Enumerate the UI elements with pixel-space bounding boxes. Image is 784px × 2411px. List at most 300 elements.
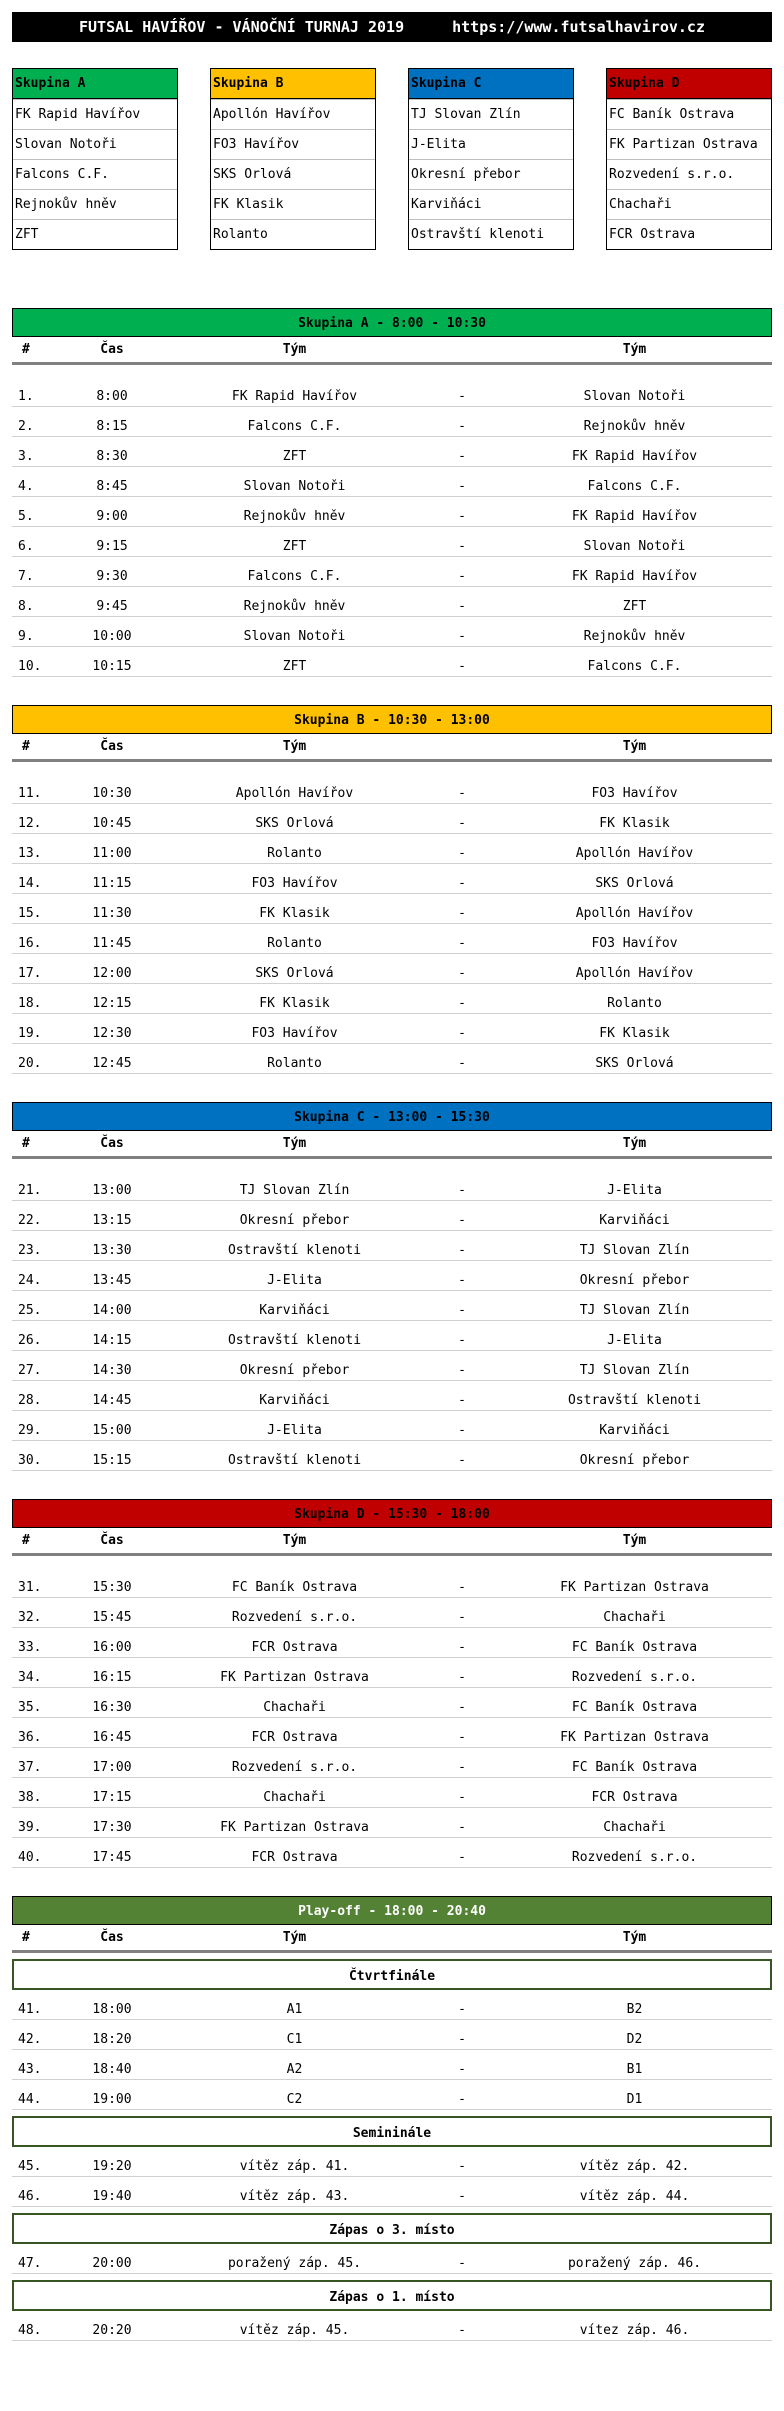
vs-separator: - [458,936,466,951]
vs-separator: - [458,996,466,1011]
match-row [12,864,772,894]
match-number: 43. [18,2062,42,2077]
match-number: 17. [18,966,42,981]
home-team: Rozvedení s.r.o. [231,1610,358,1625]
match-time: 17:45 [92,1850,132,1865]
home-team: vítěz záp. 43. [239,2189,350,2204]
match-time: 17:00 [92,1760,132,1775]
match-time: 9:15 [96,539,128,554]
groups-overview [12,68,772,250]
match-row [12,1231,772,1261]
match-time: 9:45 [96,599,128,614]
match-time: 13:15 [92,1213,132,1228]
vs-separator: - [458,389,466,404]
match-time: 11:30 [92,906,132,921]
playoff-section [12,1896,772,2341]
header-spacer [12,365,772,377]
away-team: FK Rapid Havířov [571,449,698,464]
group-schedule-section [12,308,772,677]
match-schedule [12,308,772,2341]
stage-title: Semininále [12,2116,772,2147]
home-team: poražený záp. 45. [227,2256,362,2271]
home-team: Ostravští klenoti [227,1453,362,1468]
match-time: 18:20 [92,2032,132,2047]
match-row [12,377,772,407]
match-time: 12:00 [92,966,132,981]
away-team: Apollón Havířov [575,966,694,981]
col-num-header: # [22,1136,30,1151]
group-card-title: Skupina B [211,69,375,99]
home-team: FCR Ostrava [251,1640,338,1655]
home-team: Karviňáci [259,1303,330,1318]
match-number: 15. [18,906,42,921]
group-card [210,68,376,250]
match-time: 13:45 [92,1273,132,1288]
header-spacer [12,1159,772,1171]
match-number: 4. [18,479,34,494]
vs-separator: - [458,1760,466,1775]
away-team: Rozvedení s.r.o. [571,1850,698,1865]
match-row [12,1014,772,1044]
home-team: Rejnokův hněv [243,599,346,614]
match-number: 13. [18,846,42,861]
match-row [12,1351,772,1381]
away-team: Falcons C.F. [587,479,682,494]
match-row [12,804,772,834]
match-number: 5. [18,509,34,524]
group-card-title: Skupina D [607,69,771,99]
home-team: Rolanto [267,1056,322,1071]
match-time: 15:15 [92,1453,132,1468]
match-number: 44. [18,2092,42,2107]
match-number: 46. [18,2189,42,2204]
home-team: ZFT [282,449,307,464]
match-time: 17:15 [92,1790,132,1805]
vs-separator: - [458,1730,466,1745]
match-row [12,954,772,984]
match-row [12,1201,772,1231]
col-team2-header: Tým [622,1136,647,1151]
group-team: ZFT [13,219,177,249]
match-time: 11:45 [92,936,132,951]
match-time: 14:30 [92,1363,132,1378]
col-num-header: # [22,1930,30,1945]
match-time: 10:15 [92,659,132,674]
match-row [12,1441,772,1471]
vs-separator: - [458,1790,466,1805]
col-team2-header: Tým [622,342,647,357]
away-team: FC Baník Ostrava [571,1760,698,1775]
match-time: 15:00 [92,1423,132,1438]
match-number: 23. [18,1243,42,1258]
home-team: Okresní přebor [239,1213,350,1228]
away-team: D2 [626,2032,643,2047]
group-schedule-section [12,1499,772,1868]
section-title: Skupina D - 15:30 - 18:00 [12,1499,772,1528]
vs-separator: - [458,2256,466,2271]
home-team: Falcons C.F. [247,569,342,584]
group-team: FC Baník Ostrava [607,99,771,129]
away-team: D1 [626,2092,643,2107]
match-row [12,1171,772,1201]
home-team: A1 [286,2002,303,2017]
match-number: 38. [18,1790,42,1805]
stage-title: Čtvrtfinále [12,1959,772,1990]
away-team: FO3 Havířov [591,936,678,951]
match-time: 20:00 [92,2256,132,2271]
home-team: C2 [286,2092,303,2107]
match-number: 9. [18,629,34,644]
match-time: 15:45 [92,1610,132,1625]
vs-separator: - [458,479,466,494]
home-team: FO3 Havířov [251,876,338,891]
away-team: ZFT [622,599,647,614]
home-team: FO3 Havířov [251,1026,338,1041]
home-team: FK Partizan Ostrava [220,1670,369,1685]
home-team: SKS Orlová [255,966,334,981]
match-number: 34. [18,1670,42,1685]
group-team: J-Elita [409,129,573,159]
match-row [12,587,772,617]
home-team: C1 [286,2032,303,2047]
vs-separator: - [458,876,466,891]
match-row [12,1838,772,1868]
match-row [12,557,772,587]
match-row [12,984,772,1014]
match-row [12,1291,772,1321]
away-team: Rejnokův hněv [583,629,686,644]
match-time: 16:45 [92,1730,132,1745]
match-number: 36. [18,1730,42,1745]
match-time: 13:30 [92,1243,132,1258]
group-team: Karviňáci [409,189,573,219]
match-number: 37. [18,1760,42,1775]
col-time-header: Čas [100,739,124,754]
match-number: 31. [18,1580,42,1595]
home-team: Rozvedení s.r.o. [231,1760,358,1775]
match-number: 6. [18,539,34,554]
header-spacer [12,762,772,774]
col-time-header: Čas [100,1930,124,1945]
match-number: 47. [18,2256,42,2271]
match-time: 10:30 [92,786,132,801]
match-row [12,617,772,647]
match-time: 8:45 [96,479,128,494]
match-number: 27. [18,1363,42,1378]
group-team: TJ Slovan Zlín [409,99,573,129]
vs-separator: - [458,599,466,614]
group-team: Apollón Havířov [211,99,375,129]
match-row [12,1044,772,1074]
vs-separator: - [458,539,466,554]
vs-separator: - [458,2092,466,2107]
vs-separator: - [458,2002,466,2017]
match-number: 42. [18,2032,42,2047]
away-team: vítěz záp. 42. [579,2159,690,2174]
vs-separator: - [458,449,466,464]
home-team: Chachaři [263,1790,326,1805]
match-time: 14:45 [92,1393,132,1408]
col-team2-header: Tým [622,1930,647,1945]
vs-separator: - [458,2032,466,2047]
vs-separator: - [458,846,466,861]
match-row [12,894,772,924]
home-team: ZFT [282,659,307,674]
match-row [12,527,772,557]
group-card [606,68,772,250]
column-header-row [12,1528,772,1556]
vs-separator: - [458,906,466,921]
match-row [12,437,772,467]
match-number: 20. [18,1056,42,1071]
vs-separator: - [458,1026,466,1041]
away-team: FO3 Havířov [591,786,678,801]
away-team: FK Rapid Havířov [571,569,698,584]
away-team: FC Baník Ostrava [571,1640,698,1655]
home-team: FK Klasik [259,906,330,921]
title-bar [12,12,772,42]
home-team: ZFT [282,539,307,554]
vs-separator: - [458,1363,466,1378]
vs-separator: - [458,2062,466,2077]
away-team: J-Elita [607,1333,662,1348]
vs-separator: - [458,1670,466,1685]
away-team: FK Partizan Ostrava [560,1730,709,1745]
away-team: FK Klasik [599,1026,670,1041]
vs-separator: - [458,1243,466,1258]
match-row [12,1261,772,1291]
vs-separator: - [458,1273,466,1288]
away-team: Rozvedení s.r.o. [571,1670,698,1685]
vs-separator: - [458,1850,466,1865]
match-row [12,1598,772,1628]
away-team: Slovan Notoři [583,539,686,554]
home-team: Ostravští klenoti [227,1333,362,1348]
column-header-row [12,337,772,365]
match-time: 19:20 [92,2159,132,2174]
home-team: TJ Slovan Zlín [239,1183,350,1198]
group-team: FO3 Havířov [211,129,375,159]
away-team: Apollón Havířov [575,846,694,861]
away-team: FK Rapid Havířov [571,509,698,524]
col-team2-header: Tým [622,739,647,754]
vs-separator: - [458,509,466,524]
section-title: Skupina A - 8:00 - 10:30 [12,308,772,337]
group-team: Slovan Notoři [13,129,177,159]
group-team: SKS Orlová [211,159,375,189]
page-title: FUTSAL HAVÍŘOV - VÁNOČNÍ TURNAJ 2019 [79,18,405,36]
group-team: FCR Ostrava [607,219,771,249]
home-team: Slovan Notoři [243,629,346,644]
away-team: TJ Slovan Zlín [579,1243,690,1258]
home-team: FC Baník Ostrava [231,1580,358,1595]
website-url[interactable]: https://www.futsalhavirov.cz [452,18,705,36]
away-team: Falcons C.F. [587,659,682,674]
vs-separator: - [458,1393,466,1408]
col-team1-header: Tým [282,1930,307,1945]
match-row [12,497,772,527]
group-team: Chachaři [607,189,771,219]
vs-separator: - [458,1453,466,1468]
match-number: 39. [18,1820,42,1835]
match-time: 17:30 [92,1820,132,1835]
home-team: FCR Ostrava [251,1730,338,1745]
match-row [12,834,772,864]
home-team: Rolanto [267,936,322,951]
group-team: FK Rapid Havířov [13,99,177,129]
group-card-title: Skupina C [409,69,573,99]
away-team: poražený záp. 46. [567,2256,702,2271]
home-team: FK Rapid Havířov [231,389,358,404]
match-number: 48. [18,2323,42,2338]
group-card [12,68,178,250]
match-time: 13:00 [92,1183,132,1198]
column-header-row [12,1131,772,1159]
vs-separator: - [458,1333,466,1348]
match-number: 7. [18,569,34,584]
away-team: Apollón Havířov [575,906,694,921]
home-team: J-Elita [267,1423,322,1438]
match-number: 16. [18,936,42,951]
group-team: Ostravští klenoti [409,219,573,249]
vs-separator: - [458,1213,466,1228]
vs-separator: - [458,419,466,434]
home-team: Rolanto [267,846,322,861]
home-team: Slovan Notoři [243,479,346,494]
home-team: Rejnokův hněv [243,509,346,524]
group-team: Rolanto [211,219,375,249]
away-team: SKS Orlová [595,1056,674,1071]
vs-separator: - [458,786,466,801]
home-team: A2 [286,2062,303,2077]
match-row [12,2311,772,2341]
home-team: Karviňáci [259,1393,330,1408]
match-time: 19:00 [92,2092,132,2107]
match-time: 18:40 [92,2062,132,2077]
match-row [12,467,772,497]
away-team: vítez záp. 46. [579,2323,690,2338]
group-card [408,68,574,250]
match-row [12,1808,772,1838]
group-team: Rejnokův hněv [13,189,177,219]
vs-separator: - [458,816,466,831]
away-team: FK Klasik [599,816,670,831]
away-team: FK Partizan Ostrava [560,1580,709,1595]
match-number: 11. [18,786,42,801]
vs-separator: - [458,569,466,584]
column-header-row [12,734,772,762]
match-number: 10. [18,659,42,674]
stage-title: Zápas o 3. místo [12,2213,772,2244]
away-team: Chachaři [603,1610,666,1625]
match-row [12,647,772,677]
match-number: 29. [18,1423,42,1438]
col-time-header: Čas [100,1136,124,1151]
vs-separator: - [458,1610,466,1625]
match-row [12,924,772,954]
away-team: FC Baník Ostrava [571,1700,698,1715]
match-row [12,2050,772,2080]
match-number: 28. [18,1393,42,1408]
vs-separator: - [458,1056,466,1071]
col-team1-header: Tým [282,342,307,357]
match-time: 8:30 [96,449,128,464]
match-row [12,774,772,804]
match-time: 9:00 [96,509,128,524]
match-time: 12:45 [92,1056,132,1071]
match-time: 14:00 [92,1303,132,1318]
match-row [12,2080,772,2110]
home-team: Chachaři [263,1700,326,1715]
col-time-header: Čas [100,1533,124,1548]
stage-title: Zápas o 1. místo [12,2280,772,2311]
match-time: 11:00 [92,846,132,861]
group-schedule-section [12,1102,772,1471]
match-number: 18. [18,996,42,1011]
group-team: Rozvedení s.r.o. [607,159,771,189]
match-time: 10:45 [92,816,132,831]
home-team: Okresní přebor [239,1363,350,1378]
match-time: 16:30 [92,1700,132,1715]
match-time: 12:30 [92,1026,132,1041]
vs-separator: - [458,629,466,644]
match-number: 1. [18,389,34,404]
match-time: 8:15 [96,419,128,434]
away-team: FCR Ostrava [591,1790,678,1805]
away-team: Rejnokův hněv [583,419,686,434]
match-row [12,1778,772,1808]
away-team: Ostravští klenoti [567,1393,702,1408]
match-row [12,2147,772,2177]
col-team2-header: Tým [622,1533,647,1548]
match-row [12,1381,772,1411]
group-card-title: Skupina A [13,69,177,99]
match-number: 33. [18,1640,42,1655]
away-team: Slovan Notoři [583,389,686,404]
tournament-page [12,12,772,2341]
match-time: 15:30 [92,1580,132,1595]
match-number: 22. [18,1213,42,1228]
vs-separator: - [458,1700,466,1715]
match-number: 24. [18,1273,42,1288]
home-team: Apollón Havířov [235,786,354,801]
away-team: Rolanto [607,996,662,1011]
vs-separator: - [458,1580,466,1595]
home-team: vítěz záp. 45. [239,2323,350,2338]
col-team1-header: Tým [282,1533,307,1548]
match-row [12,1658,772,1688]
vs-separator: - [458,1423,466,1438]
match-time: 8:00 [96,389,128,404]
away-team: vítěz záp. 44. [579,2189,690,2204]
vs-separator: - [458,1640,466,1655]
match-row [12,2020,772,2050]
group-team: Falcons C.F. [13,159,177,189]
away-team: B2 [626,2002,643,2017]
match-number: 21. [18,1183,42,1198]
match-row [12,407,772,437]
col-num-header: # [22,1533,30,1548]
match-row [12,2244,772,2274]
col-team1-header: Tým [282,739,307,754]
match-time: 19:40 [92,2189,132,2204]
section-title: Skupina C - 13:00 - 15:30 [12,1102,772,1131]
col-num-header: # [22,739,30,754]
vs-separator: - [458,1303,466,1318]
match-row [12,1628,772,1658]
match-number: 25. [18,1303,42,1318]
section-title: Skupina B - 10:30 - 13:00 [12,705,772,734]
